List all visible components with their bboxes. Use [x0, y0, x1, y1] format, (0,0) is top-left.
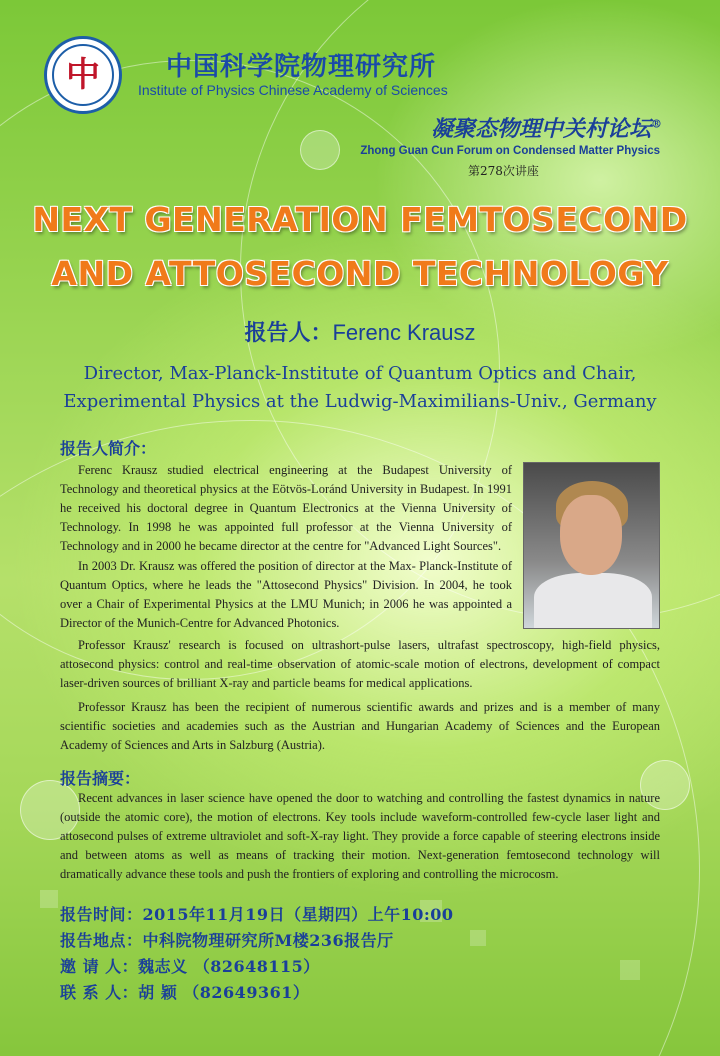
- speaker-name: Ferenc Krausz: [332, 320, 476, 345]
- talk-title-line2: AND ATTOSECOND TECHNOLOGY: [51, 254, 669, 293]
- talk-contact: 联 系 人：胡 颖 （82649361）: [60, 983, 310, 1002]
- talk-title-line1: NEXT GENERATION FEMTOSECOND: [32, 200, 688, 239]
- forum-name-cn: 凝聚态物理中关村论坛®: [430, 116, 662, 142]
- lecture-number: 第278次讲座: [468, 164, 539, 178]
- bio-heading: 报告人简介：: [60, 439, 157, 458]
- speaker-affiliation-line2: Experimental Physics at the Ludwig-Maximilians-Univ., Germany: [63, 391, 657, 412]
- institute-name-cn: 中国科学院物理研究所: [166, 52, 437, 82]
- institute-logo-mark: 中: [66, 55, 100, 95]
- background-square: [620, 960, 640, 980]
- bio-paragraph-4: Professor Krausz has been the recipient of numerous scientific awards and prizes and is a member of many scientific societies and academies such as the Austrian and Hungarian Academy of Sciences and the European Academy of Sciences and Arts in Salzburg (Austria).: [60, 700, 660, 752]
- speaker-line: [0, 316, 720, 347]
- speaker-label: 报告人：: [244, 320, 333, 346]
- speaker-affiliation-line1: Director, Max-Planck-Institute of Quantum Optics and Chair,: [83, 363, 637, 384]
- talk-time: 报告时间：2015年11月19日（星期四）上午10:00: [60, 905, 454, 924]
- background-square: [40, 890, 58, 908]
- bio-paragraph-1: Ferenc Krausz studied electrical engineering at the Budapest University of Technology and theoretical physics at the Eötvös-Loránd University in Budapest. In 1991 he received his doctoral degree in Quantum Electronics at the Vienna University of Technology. In 1998 he was appointed full professor at the Vienna University of Technology and in 2000 he became director at the centre for "Advanced Light Sources".: [60, 463, 512, 553]
- background-bubble: [300, 130, 340, 170]
- abstract-text: Recent advances in laser science have opened the door to watching and controlling the fastest dynamics in nature (outside the atomic core), the motion of electrons. Key tools include waveform-controlled few-cycle laser light and attosecond pulses of extreme ultraviolet and soft-X-ray light. They provide a force capable of steering electrons inside and between atoms as well as means of tracking their motion. Next-generation femtosecond technology will dramatically advance these tools and push the frontiers of exploring and controlling the microcosm.: [60, 791, 660, 881]
- bio-paragraph-2: In 2003 Dr. Krausz was offered the position of director at the Max- Planck-Institute of Quantum Optics, where he leads the "Attosecond Physics" Division. In 2004, he took over a Chair of Experimental Physics at the LMU Munich; in 2006 he was appointed a Director of the Munich-Centre for Advanced Photonics.: [60, 559, 512, 630]
- talk-place: 报告地点：中科院物理研究所M楼236报告厅: [60, 931, 394, 950]
- speaker-photo: [523, 462, 660, 629]
- abstract-heading: 报告摘要：: [60, 769, 141, 788]
- registered-mark: ®: [651, 117, 662, 131]
- background-square: [470, 930, 486, 946]
- forum-name-en: Zhong Guan Cun Forum on Condensed Matter Physics: [360, 145, 660, 157]
- bio-paragraph-3: Professor Krausz' research is focused on ultrashort-pulse lasers, ultrafast spectroscopy, high-field physics, attosecond physics: control and real-time observation of atomic-scale motion of electrons, development of compact laser-driven sources of brilliant X-ray and particle beams for medical applications.: [60, 638, 660, 690]
- institute-name-en: Institute of Physics Chinese Academy of Sciences: [138, 82, 448, 98]
- institute-logo: [44, 36, 122, 114]
- talk-host: 邀 请 人：魏志义 （82648115）: [60, 957, 320, 976]
